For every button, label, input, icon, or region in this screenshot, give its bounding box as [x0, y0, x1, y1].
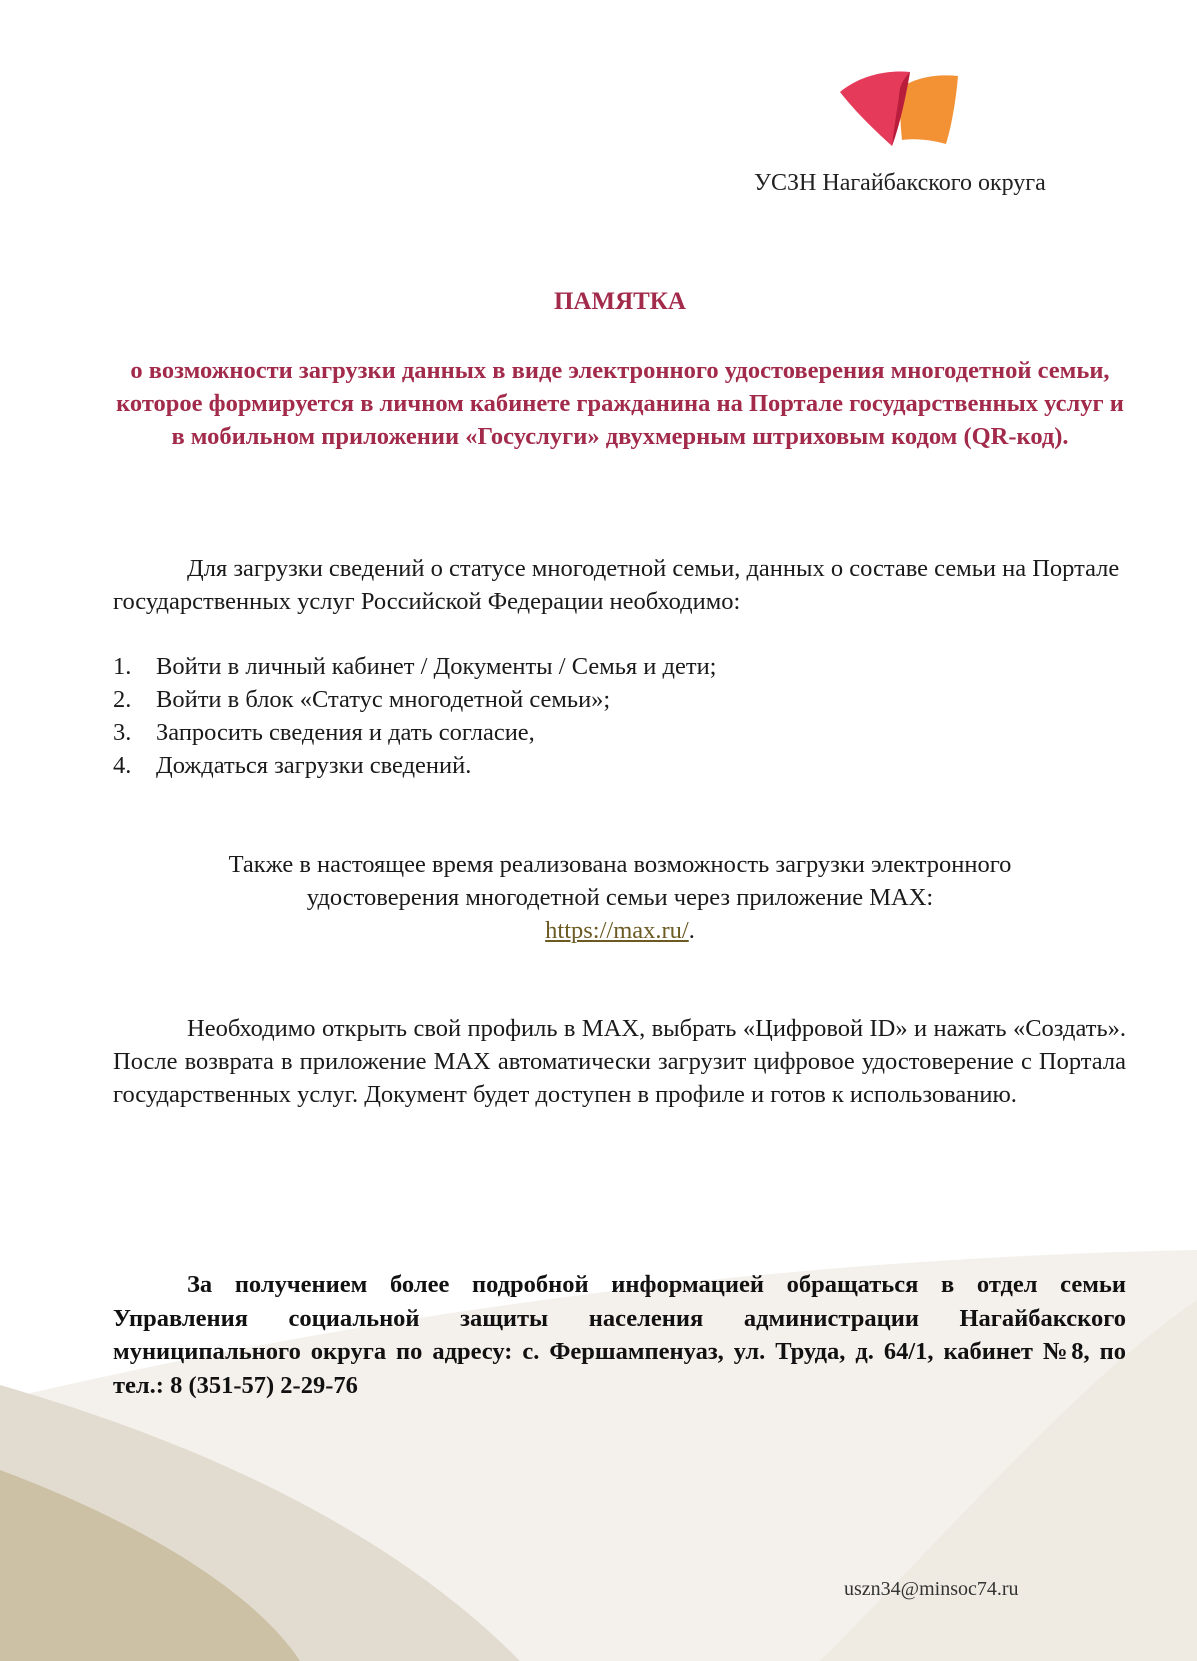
contact-text: За получением более подробной информацией обращаться в отдел семьи Управления социальной защиты населения администрации Нагайбакского муниципального округа по адресу: с. Фершампенуаз, ул. Труда, д. 64/1, кабинет №8, по тел.: 8 (351-57) 2-29-76	[113, 1271, 1126, 1399]
organization-name: УСЗН Нагайбакского округа	[754, 170, 1046, 196]
intro-paragraph	[113, 552, 1126, 618]
max-info-text: Также в настоящее время реализована возможность загрузки электронного удостоверения многодетной семьи через приложение MAX:	[228, 851, 1012, 911]
step-number: 3.	[113, 719, 132, 746]
step-number: 4.	[113, 752, 132, 779]
page-title: ПАМЯТКА	[553, 288, 686, 315]
organization-logo	[838, 68, 960, 150]
list-item	[113, 716, 717, 749]
max-link[interactable]: https://max.ru/	[545, 917, 689, 944]
max-instructions-paragraph	[113, 1012, 1126, 1111]
footer-email: uszn34@minsoc74.ru	[844, 1578, 1019, 1600]
step-text: Войти в блок «Статус многодетной семьи»;	[156, 686, 611, 713]
step-number: 1.	[113, 653, 132, 680]
max-info-paragraph	[160, 848, 1080, 947]
max-link-suffix: .	[688, 917, 695, 944]
step-number: 2.	[113, 686, 132, 713]
list-item	[113, 683, 717, 716]
steps-list	[113, 650, 717, 782]
list-item	[113, 650, 717, 683]
step-text: Войти в личный кабинет / Документы / Семья и дети;	[156, 653, 717, 680]
max-instructions-text: Необходимо открыть свой профиль в MAX, выбрать «Цифровой ID» и нажать «Создать». После возврата в приложение MAX автоматически загрузит цифровое удостоверение с Портала государственных услуг. Документ будет доступен в профиле и готов к использованию.	[113, 1015, 1126, 1108]
intro-text: Для загрузки сведений о статусе многодетной семьи, данных о составе семьи на Портале государственных услуг Российской Федерации необходимо:	[113, 555, 1120, 615]
contact-paragraph	[113, 1268, 1126, 1402]
step-text: Запросить сведения и дать согласие,	[156, 719, 535, 746]
step-text: Дождаться загрузки сведений.	[156, 752, 472, 779]
document-subtitle: о возможности загрузки данных в виде электронного удостоверения многодетной семьи, которое формируется в личном кабинете гражданина на Портале государственных услуг и в мобильном приложении «Госуслуги» двухмерным штриховым кодом (QR-код).	[116, 357, 1124, 450]
logo-orange-shape	[900, 75, 958, 144]
list-item	[113, 749, 717, 782]
